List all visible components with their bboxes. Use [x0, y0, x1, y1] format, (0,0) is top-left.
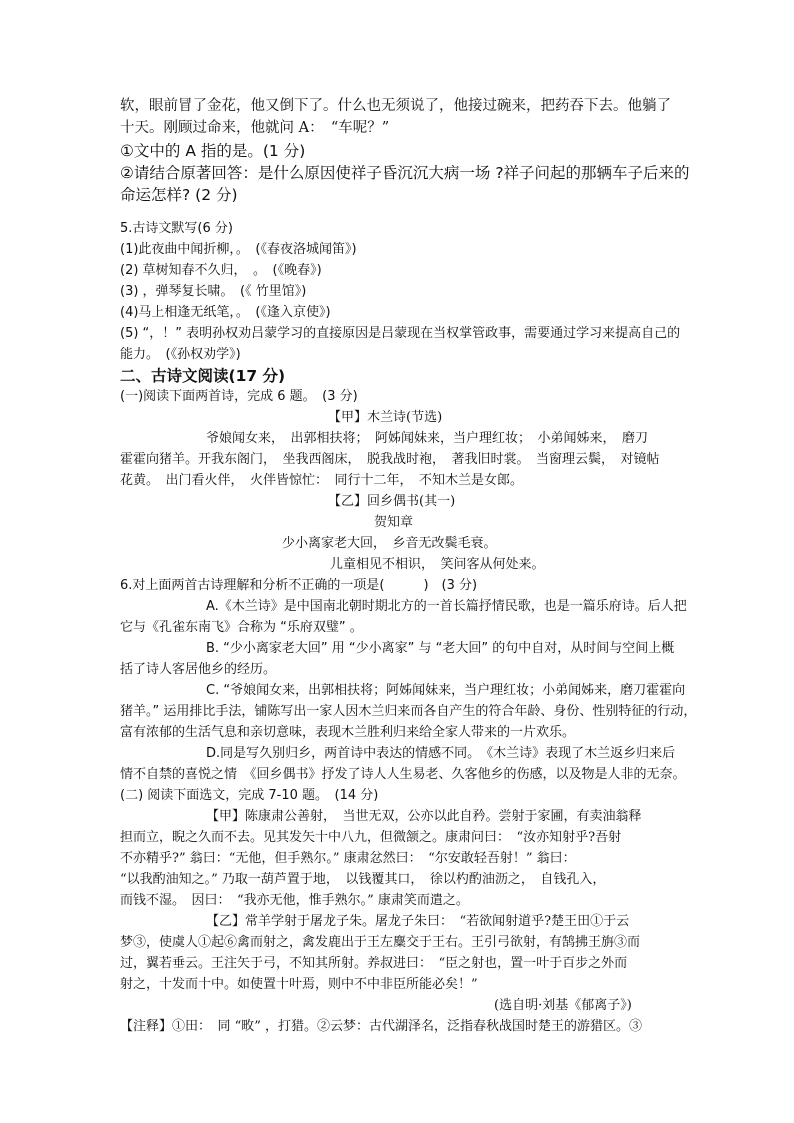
poem-a-line-1: 爷娘闻女来， 出郭相扶将； 阿姊闻妹来，当户理红妆； 小弟闻姊来， 磨刀 — [206, 431, 649, 446]
question-4-part-2: ②请结合原著回答：是什么原因使祥子昏沉沉大病一场 ?祥子问起的那辆车子后来的 — [120, 164, 690, 182]
text-a-line-3: 不亦精乎?” 翁曰：“无他，但手熟尔。” 康肃忿然曰： “尔安敢轻吾射！” 翁曰： — [120, 851, 576, 866]
text-a-line-5: 而钱不湿。 因曰： “我亦无他，惟手熟尔。” 康肃笑而遣之。 — [120, 893, 469, 908]
text-a-line-1: 【甲】陈康肃公善射， 当世无双，公亦以此自矜。尝射于家圃，有卖油翁释 — [206, 809, 642, 824]
dictation-item-4: (4)马上相逢无纸笔，。 (《逢入京使》) — [120, 305, 331, 320]
dictation-item-5-cont: 能力。 (《孙权劝学》) — [120, 347, 241, 362]
option-c-line-1: C. “爷娘闻女来，出郭相扶将；阿姊闻妹来，当户理红妆；小弟闻姊来，磨刀霍霍向 — [206, 683, 686, 698]
text-b-line-3: 过，翼若垂云。王注矢于弓，不知其所射。养叔进曰： “臣之射也，置一叶于百步之外而 — [120, 956, 628, 971]
text-a-line-2: 担而立，睨之久而不去。见其发矢十中八九，但微颔之。康肃问曰： “汝亦知射乎?吾射 — [120, 830, 622, 845]
text-b-source: (选自明·刘基《郁离子》) — [494, 998, 632, 1013]
question-4-part-2-cont: 命运怎样? (2 分) — [120, 186, 238, 204]
option-d-line-1: D.同是写久别归乡，两首诗中表达的情感不同。 《木兰诗》表现了木兰返乡归来后 — [206, 746, 676, 761]
poem-b-title: 【乙】回乡偶书(其一) — [328, 494, 456, 509]
question-5-heading: 5.古诗文默写(6 分) — [120, 221, 233, 236]
part-1-instruction: (一)阅读下面两首诗，完成 6 题。 (3 分) — [120, 389, 358, 404]
question-4-part-1: ①文中的 A 指的是。(1 分) — [120, 142, 306, 160]
dictation-item-1: (1)此夜曲中闻折柳，。 (《春夜洛城闻笛》) — [120, 242, 357, 257]
poem-a-title: 【甲】木兰诗(节选) — [328, 410, 443, 425]
annotation-line: 【注释】①田： 同 “畋” ，打猎。②云梦：古代湖泽名，泛指春秋战国时楚王的游猎区。③ — [120, 1019, 643, 1034]
poem-b-line-1: 少小离家老大回， 乡音无改鬓毛衰。 — [282, 536, 497, 551]
option-b-line-2: 括了诗人客居他乡的经历。 — [120, 662, 277, 677]
poem-b-author: 贺知章 — [374, 515, 414, 530]
poem-a-line-3: 花黄。 出门看火伴， 火伴皆惊忙： 同行十二年， 不知木兰是女郎。 — [120, 473, 524, 488]
poem-b-line-2: 儿童相见不相识， 笑问客从何处来。 — [330, 557, 545, 572]
option-c-line-2: 猪羊。” 运用排比手法，铺陈写出一家人因木兰归来而各自产生的符合年龄、身份、性别特征的行动， — [120, 704, 697, 719]
option-b-line-1: B. “少小离家老大回” 用 “少小离家” 与 “老大回” 的句中自对，从时间与空间上概 — [206, 641, 675, 656]
section-2-heading: 二、古诗文阅读(17 分) — [120, 367, 286, 385]
text-b-line-1: 【乙】常羊学射于屠龙子朱。屠龙子朱曰： “若欲闻射道乎?楚王田①于云 — [206, 914, 630, 929]
option-a-line-2: 它与《孔雀东南飞》合称为 “乐府双璧” 。 — [120, 620, 363, 635]
question-6-stem: 6.对上面两首古诗理解和分析不正确的一项是( ) (3 分) — [120, 578, 478, 593]
option-d-line-2: 情不自禁的喜悦之情 《回乡偶书》抒发了诗人人生易老、久客他乡的伤感，以及物是人非的无奈。 — [120, 767, 686, 782]
text-b-line-4: 射之，十发而十中。如使置十叶焉，则中不中非臣所能必矣！” — [120, 977, 478, 992]
poem-a-line-2: 霍霍向猪羊。开我东阁门， 坐我西阁床， 脱我战时袍， 著我旧时裳。 当窗理云鬓， 对镜帖 — [120, 452, 660, 467]
option-c-line-3: 富有浓郁的生活气息和亲切意味，表现木兰胜利归来给全家人带来的一片欢乐。 — [120, 725, 576, 740]
dictation-item-2: (2) 草树知春不久归， 。 (《晚春》) — [120, 263, 322, 278]
text-a-line-4: “以我酌油知之。” 乃取一葫芦置于地， 以钱覆其口， 徐以杓酌油沥之， 自钱孔入， — [120, 872, 606, 887]
dictation-item-3: (3) ，弹琴复长啸。 (《 竹里馆》) — [120, 284, 307, 299]
option-a-line-1: A.《木兰诗》是中国南北朝时期北方的一首长篇抒情民歌，也是一篇乐府诗。后人把 — [206, 599, 687, 614]
passage-line-1: 软，眼前冒了金花，他又倒下了。什么也无须说了，他接过碗来，把药吞下去。他躺了 — [120, 98, 671, 114]
part-2-instruction: (二) 阅读下面选文，完成 7-10 题。 (14 分) — [120, 788, 379, 803]
dictation-item-5: (5) “，！” 表明孙权劝吕蒙学习的直接原因是吕蒙现在当权掌管政事，需要通过学习来提高自己的 — [120, 326, 681, 341]
passage-line-2: 十天。刚顾过命来，他就问 A： “车呢？” — [120, 120, 390, 136]
text-b-line-2: 梦③，使虞人①起⑥禽而射之，禽发鹿出于王左麋交于王右。王引弓欲射，有鹄拂王旃③而 — [120, 935, 641, 950]
